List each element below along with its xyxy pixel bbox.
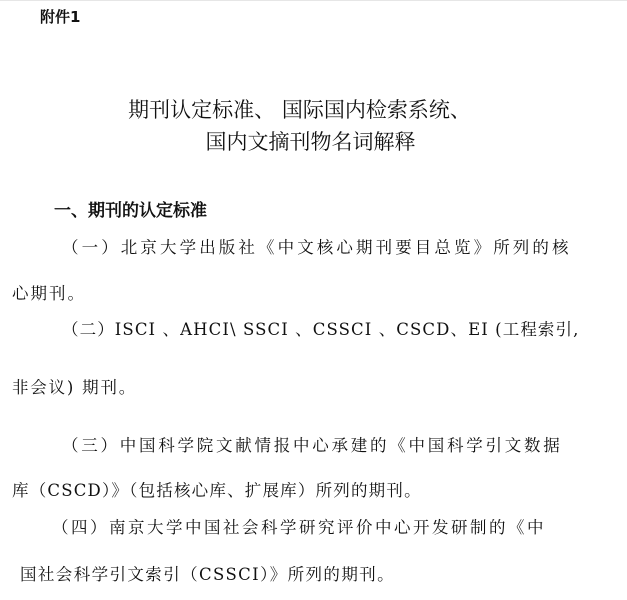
- page-top-border: [0, 0, 627, 1]
- item-4-line-2: 国社会科学引文索引（CSSCI）》所列的期刊。: [20, 565, 396, 584]
- item-1-line-1: （一）北京大学出版社《中文核心期刊要目总览》所列的核: [62, 238, 572, 257]
- item-3-line-2: 库（CSCD）》（包括核心库、扩展库）所列的期刊。: [12, 481, 422, 500]
- item-2-line-1: （二）ISCI 、AHCI\ SSCI 、CSSCI 、CSCD、EI (工程索引,: [62, 320, 580, 339]
- document-title-line-2: 国内文摘刊物名词解释: [205, 130, 416, 154]
- document-title-line-1: 期刊认定标准、 国际国内检索系统、: [128, 98, 471, 122]
- attachment-label: 附件1: [40, 8, 81, 26]
- item-1-line-2: 心期刊。: [12, 284, 86, 303]
- section-heading-1: 一、期刊的认定标准: [54, 201, 207, 221]
- item-4-line-1: （四）南京大学中国社会科学研究评价中心开发研制的《中: [52, 518, 546, 537]
- item-3-line-1: （三）中国科学院文献情报中心承建的《中国科学引文数据: [62, 436, 563, 455]
- item-2-line-2: 非会议) 期刊。: [12, 378, 138, 397]
